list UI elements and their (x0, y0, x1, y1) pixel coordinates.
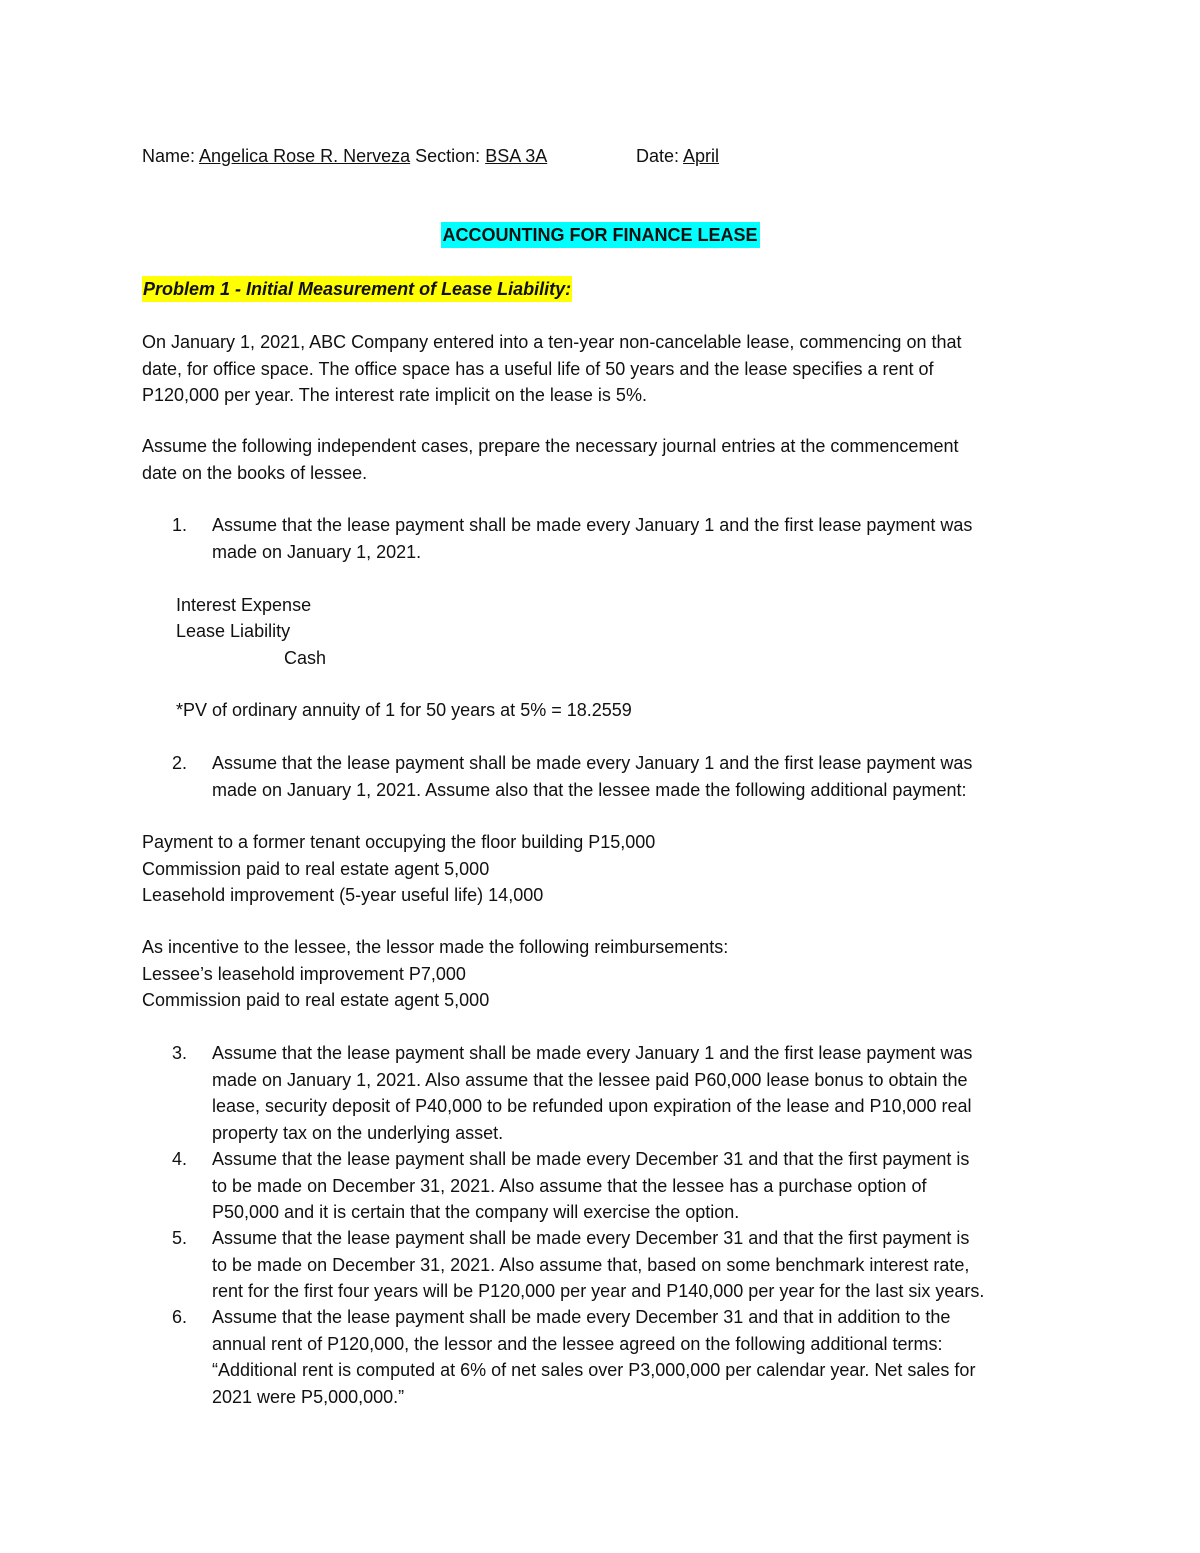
list-item-line: made on January 1, 2021. Also assume that the lessee paid P60,000 lease bonus to obtain the (212, 1069, 968, 1090)
name-value: Angelica Rose R. Nerveza (199, 146, 411, 166)
incentive-section (142, 934, 1062, 1014)
intro-line: P120,000 per year. The interest rate implicit on the lease is 5%. (142, 385, 647, 405)
intro-paragraph (142, 329, 1062, 409)
journal-debit-2: Lease Liability (176, 621, 291, 641)
instruction-line: Assume the following independent cases, prepare the necessary journal entries at the commencement (142, 436, 959, 456)
reimbursement-line: Lessee’s leasehold improvement P7,000 (142, 963, 466, 984)
journal-credit: Cash (284, 648, 327, 668)
section-value: BSA 3A (485, 146, 548, 166)
payment-line: Payment to a former tenant occupying the floor building P15,000 (142, 832, 656, 852)
list-item-line: rent for the first four years will be P120,000 per year and P140,000 per year for the last six years. (212, 1281, 985, 1301)
document-title: ACCOUNTING FOR FINANCE LEASE (441, 222, 760, 248)
list-item-text (212, 750, 1062, 803)
date-line (636, 143, 719, 170)
list-item-text (212, 1146, 1062, 1226)
section-label: Section: (410, 146, 486, 166)
list-item-line: lease, security deposit of P40,000 to be refunded upon expiration of the lease and P10,000 real (212, 1096, 972, 1116)
list-item-number: 1. (172, 515, 188, 535)
list-item-line: Assume that the lease payment shall be made every January 1 and the first lease payment was (212, 515, 973, 535)
intro-line: date, for office space. The office space has a useful life of 50 years and the lease specifies a rent of (142, 358, 934, 379)
additional-payments (142, 829, 1062, 909)
list-item-line: Assume that the lease payment shall be made every December 31 and that the first payment is (212, 1228, 970, 1248)
header-line (142, 143, 547, 170)
list-item-line: Assume that the lease payment shall be made every December 31 and that the first payment is (212, 1149, 970, 1169)
incentive-heading: As incentive to the lessee, the lessor made the following reimbursements: (142, 937, 729, 957)
list-item-text (212, 1040, 1062, 1146)
pv-note: *PV of ordinary annuity of 1 for 50 years at 5% = 18.2559 (176, 700, 632, 720)
payment-line: Leasehold improvement (5-year useful life) 14,000 (142, 885, 544, 905)
list-item-line: Assume that the lease payment shall be made every January 1 and the first lease payment was (212, 1043, 973, 1063)
date-label: Date: (636, 146, 684, 166)
list-item-line: 2021 were P5,000,000.” (212, 1386, 405, 1407)
reimbursement-line: Commission paid to real estate agent 5,000 (142, 990, 490, 1010)
date-value: April (683, 146, 720, 166)
list-item-line: made on January 1, 2021. (212, 541, 422, 562)
list-item-number: 3. (172, 1043, 188, 1063)
problem-heading: Problem 1 - Initial Measurement of Lease Liability: (142, 276, 572, 302)
list-item-number: 6. (172, 1307, 188, 1327)
list-item-line: property tax on the underlying asset. (212, 1122, 504, 1143)
journal-debit-1: Interest Expense (176, 595, 312, 615)
list-item-line: Assume that the lease payment shall be made every December 31 and that in addition to the (212, 1307, 951, 1327)
list-item-line: to be made on December 31, 2021. Also assume that the lessee has a purchase option of (212, 1175, 927, 1196)
name-label: Name: (142, 146, 200, 166)
list-item-line: annual rent of P120,000, the lessor and the lessee agreed on the following additional terms: (212, 1333, 943, 1354)
title-wrap (0, 222, 1200, 249)
list-item-number: 5. (172, 1228, 188, 1248)
list-item-line: made on January 1, 2021. Assume also that the lessee made the following additional payment: (212, 779, 967, 800)
list-item-line: “Additional rent is computed at 6% of net sales over P3,000,000 per calendar year. Net sales for (212, 1360, 976, 1380)
list-item-number: 2. (172, 753, 188, 773)
payment-line: Commission paid to real estate agent 5,000 (142, 858, 490, 879)
list-item-line: Assume that the lease payment shall be made every January 1 and the first lease payment was (212, 753, 973, 773)
list-item-text (212, 1304, 1062, 1410)
list-item-text (212, 1225, 1062, 1305)
list-item-line: to be made on December 31, 2021. Also assume that, based on some benchmark interest rate, (212, 1254, 970, 1275)
list-item-number: 4. (172, 1149, 188, 1169)
intro-line: On January 1, 2021, ABC Company entered into a ten-year non-cancelable lease, commencing on that (142, 332, 962, 352)
list-item-text (212, 512, 1062, 565)
instruction-paragraph (142, 433, 1062, 486)
list-item-line: P50,000 and it is certain that the company will exercise the option. (212, 1202, 740, 1222)
instruction-line: date on the books of lessee. (142, 462, 368, 483)
